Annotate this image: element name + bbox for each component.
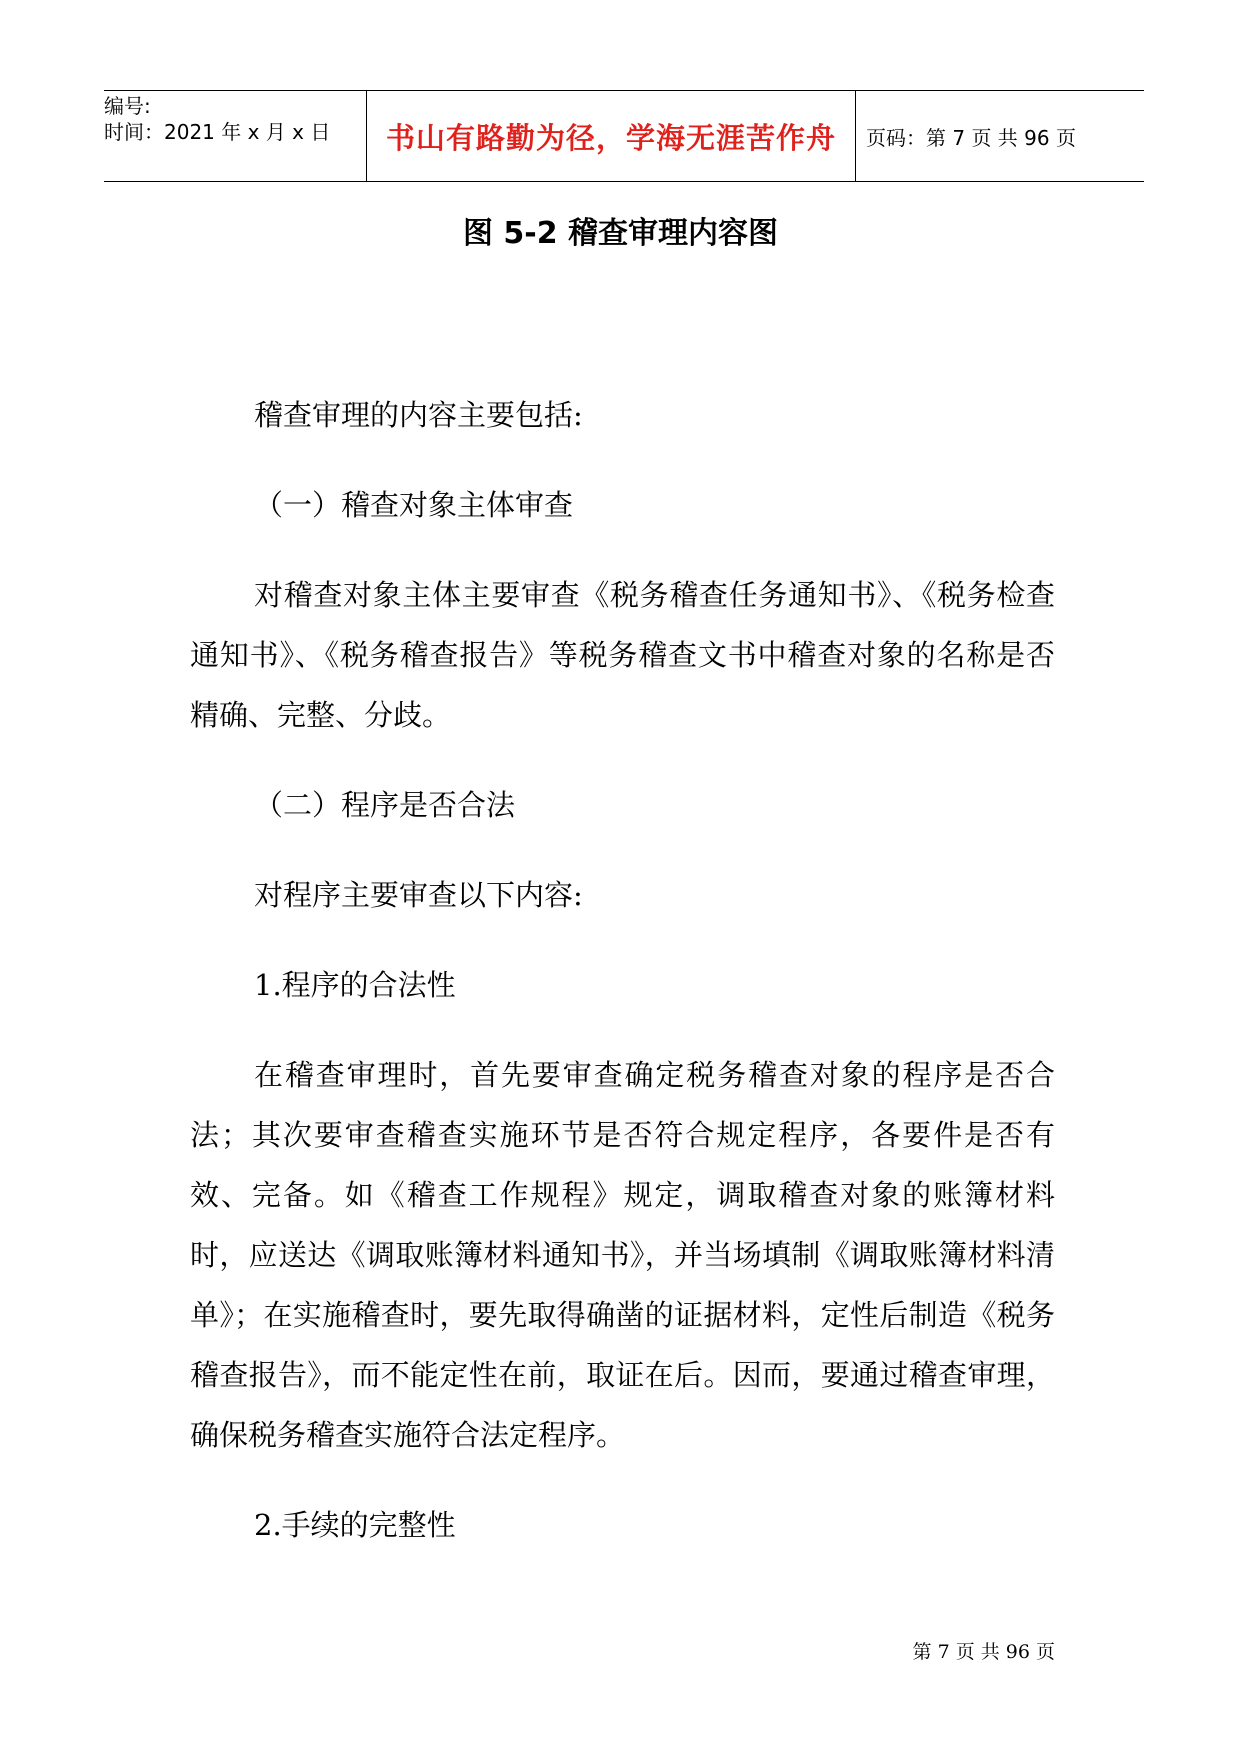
intro-paragraph: 稽查审理的内容主要包括: <box>254 398 583 432</box>
date-label: 时间：2021 年 x 月 x 日 <box>104 120 331 144</box>
header-meta <box>104 91 366 181</box>
page-header <box>104 90 1144 182</box>
body-paragraph: 对程序主要审查以下内容: <box>254 878 583 912</box>
figure-title: 图 5-2 稽查审理内容图 <box>462 216 779 251</box>
subheading-1: 1.程序的合法性 <box>254 968 456 1002</box>
serial-number-label: 编号: <box>104 94 151 118</box>
body-paragraph: 对稽查对象主体主要审查《税务稽查任务通知书》、《税务检查通知书》、《税务稽查报告》等税务稽查文书中稽查对象的名称是否精确、完整、分歧。 <box>190 578 1055 732</box>
body-paragraph: 在稽查审理时，首先要审查确定税务稽查对象的程序是否合法；其次要审查稽查实施环节是否符合规定程序，各要件是否有效、完备。如《稽查工作规程》规定，调取稽查对象的账簿材料时，应送达《调取账簿材料通知书》，并当场填制《调取账簿材料清单》；在实施稽查时，要先取得确凿的证据材料，定性后制造《税务稽查报告》，而不能定性在前，取证在后。因而，要通过稽查审理，确保税务稽查实施符合法定程序。 <box>190 1058 1055 1452</box>
motto-text: 书山有路勤为径，学海无涯苦作舟 <box>385 120 836 155</box>
header-motto-cell <box>366 91 856 181</box>
subheading-2: 2.手续的完整性 <box>254 1508 456 1542</box>
section-heading-1: （一）稽查对象主体审查 <box>254 488 574 522</box>
body-content <box>190 385 1055 1585</box>
page-number-label: 页码：第 7 页 共 96 页 <box>866 125 1076 150</box>
header-page-cell <box>856 91 1144 181</box>
section-heading-2: （二）程序是否合法 <box>254 788 516 822</box>
page-footer: 第 7 页 共 96 页 <box>912 1641 1055 1663</box>
